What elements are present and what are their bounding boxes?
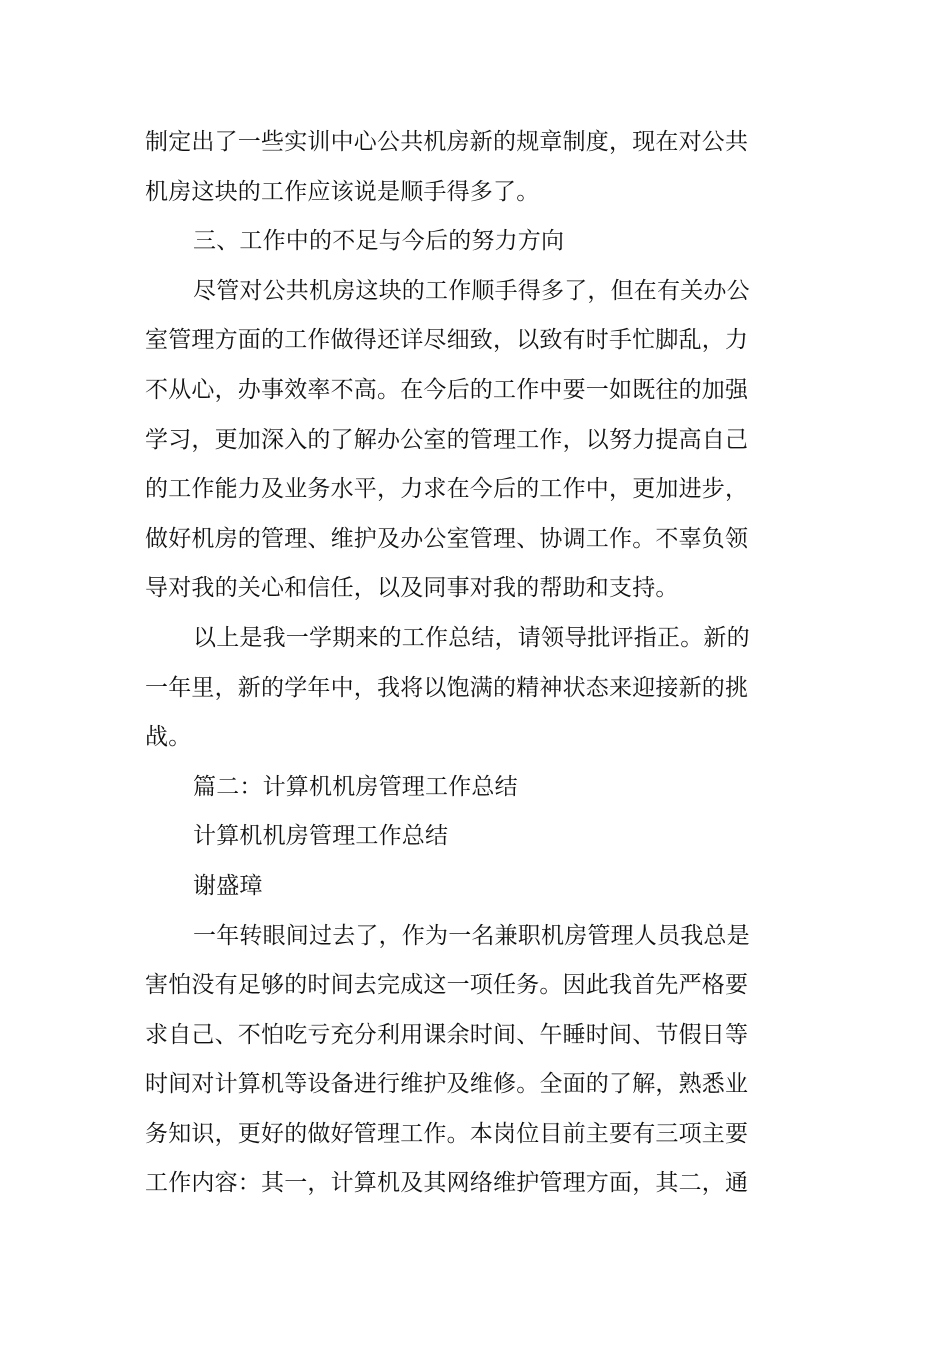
paragraph-line: 机房这块的工作应该说是顺手得多了。 <box>145 178 540 205</box>
paragraph-line: 做好机房的管理、维护及办公室管理、协调工作。不辜负领 <box>145 525 749 552</box>
paragraph-line: 以上是我一学期来的工作总结，请领导批评指正。新的 <box>193 624 750 651</box>
paragraph-line: 求自己、不怕吃亏充分利用课余时间、午睡时间、节假日等 <box>145 1021 749 1048</box>
paragraph-line: 导对我的关心和信任，以及同事对我的帮助和支持。 <box>145 575 679 602</box>
section-heading: 三、工作中的不足与今后的努力方向 <box>193 228 565 255</box>
author-name: 谢盛璋 <box>193 872 263 899</box>
paragraph-line: 害怕没有足够的时间去完成这一项任务。因此我首先严格要 <box>145 972 749 999</box>
article-title: 计算机机房管理工作总结 <box>193 823 449 850</box>
paragraph-line: 室管理方面的工作做得还详尽细致，以致有时手忙脚乱，力 <box>145 327 749 354</box>
document-body <box>145 118 750 1209</box>
paragraph-line: 的工作能力及业务水平，力求在今后的工作中，更加进步， <box>145 476 749 503</box>
paragraph-line: 战。 <box>145 724 192 751</box>
paragraph-line: 务知识，更好的做好管理工作。本岗位目前主要有三项主要 <box>145 1120 749 1147</box>
paragraph-line: 一年转眼间过去了，作为一名兼职机房管理人员我总是 <box>193 922 750 949</box>
paragraph-line: 工作内容：其一，计算机及其网络维护管理方面，其二，通 <box>145 1170 749 1197</box>
paragraph-line: 学习，更加深入的了解办公室的管理工作，以努力提高自己 <box>145 426 749 453</box>
paragraph-line: 一年里，新的学年中，我将以饱满的精神状态来迎接新的挑 <box>145 674 749 701</box>
paragraph-line: 不从心，办事效率不高。在今后的工作中要一如既往的加强 <box>145 376 749 403</box>
paragraph-line: 制定出了一些实训中心公共机房新的规章制度，现在对公共 <box>145 129 749 155</box>
paragraph-line: 时间对计算机等设备进行维护及维修。全面的了解，熟悉业 <box>145 1071 749 1098</box>
paragraph-line: 尽管对公共机房这块的工作顺手得多了，但在有关办公 <box>193 277 750 304</box>
article-heading: 篇二：计算机机房管理工作总结 <box>193 773 518 800</box>
